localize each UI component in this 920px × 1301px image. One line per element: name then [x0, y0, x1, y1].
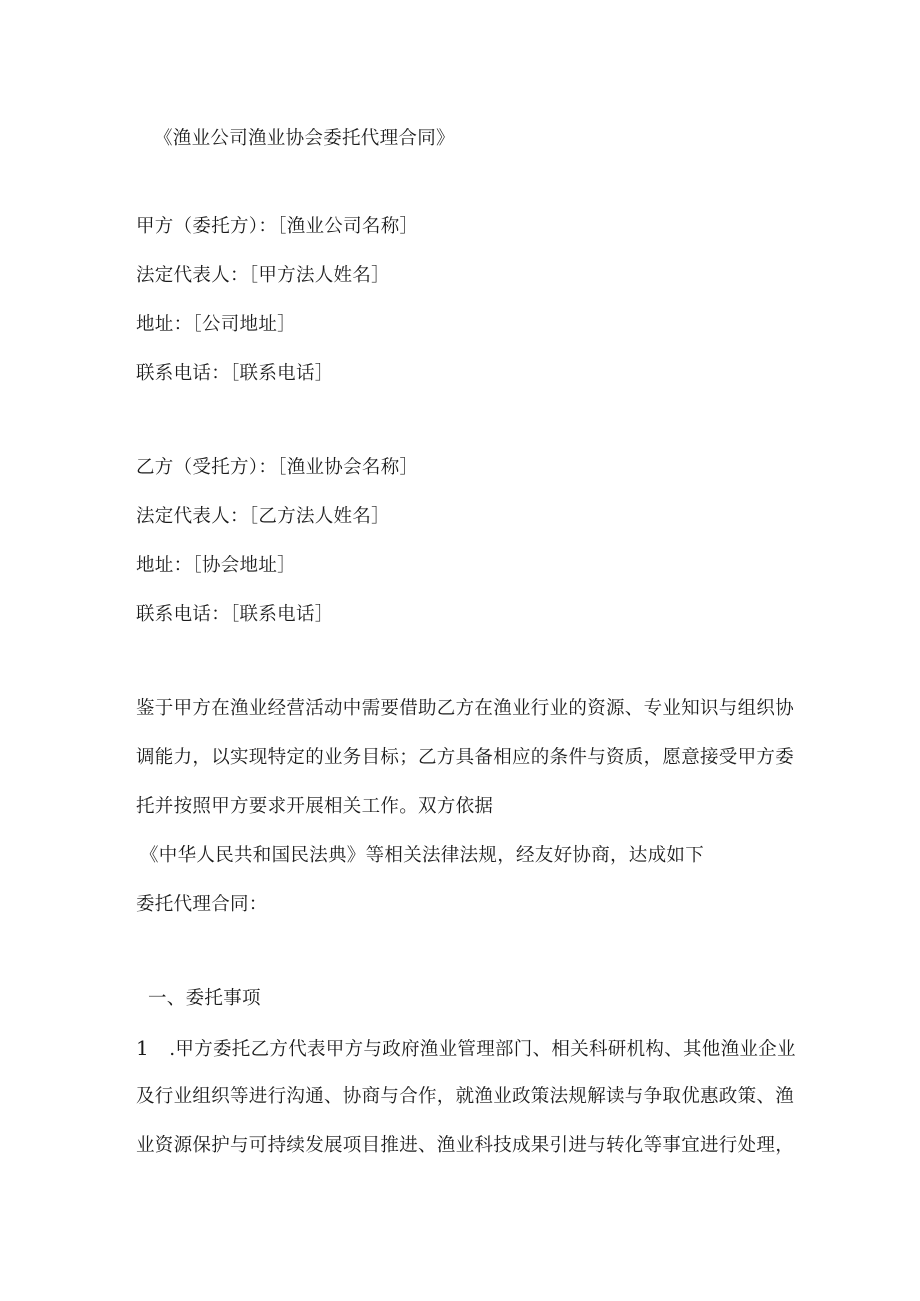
clause-text: .甲方委托乙方代表甲方与政府渔业管理部门、相关科研机构、其他渔业企业: [169, 1039, 796, 1060]
party-a-phone: 联系电话：［联系电话］: [136, 363, 334, 384]
party-a-address: 地址：［公司地址］: [136, 314, 296, 335]
clause-line: 业资源保护与可持续发展项目推进、渔业科技成果引进与转化等事宜进行处理，: [136, 1135, 795, 1156]
clause-number: 1: [136, 1036, 150, 1060]
party-b-phone: 联系电话：［联系电话］: [136, 604, 334, 625]
party-a-role: 甲方（委托方）：［渔业公司名称］: [136, 216, 419, 237]
clause-line: [136, 1035, 796, 1063]
preamble-line: 委托代理合同：: [136, 894, 268, 915]
preamble-line: 调能力，以实现特定的业务目标；乙方具备相应的条件与资质，愿意接受甲方委: [136, 747, 795, 768]
party-b-role: 乙方（受托方）：［渔业协会名称］: [136, 457, 419, 478]
party-b-legal-rep: 法定代表人：［乙方法人姓名］: [136, 506, 390, 527]
party-b-address: 地址：［协会地址］: [136, 555, 296, 576]
preamble-line: 《中华人民共和国民法典》等相关法律法规，经友好协商，达成如下: [140, 845, 705, 866]
preamble-line: 托并按照甲方要求开展相关工作。双方依据: [136, 796, 494, 817]
section-heading: 一、委托事项: [148, 988, 261, 1009]
party-a-legal-rep: 法定代表人：［甲方法人姓名］: [136, 265, 390, 286]
document-title: 《渔业公司渔业协会委托代理合同》: [154, 128, 455, 149]
preamble-line: 鉴于甲方在渔业经营活动中需要借助乙方在渔业行业的资源、专业知识与组织协: [136, 698, 795, 719]
clause-line: 及行业组织等进行沟通、协商与合作，就渔业政策法规解读与争取优惠政策、渔: [136, 1086, 795, 1107]
